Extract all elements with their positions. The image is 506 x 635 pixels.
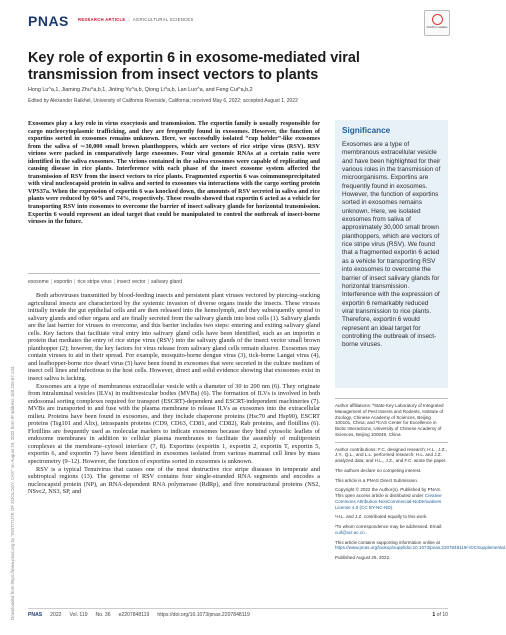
email-link[interactable]: cuif@ioz.ac.cn. xyxy=(335,529,366,535)
article-category-labels xyxy=(78,17,194,22)
article-type-label: RESEARCH ARTICLE xyxy=(78,17,126,22)
keywords-list xyxy=(28,279,320,285)
keyword-separator: | xyxy=(113,279,116,285)
license-link[interactable]: Creative Commons Attribution-NonCommercial-NoDerivatives License 4.0 (CC BY-NC-ND). xyxy=(335,493,442,510)
check-updates-text: Check for updates xyxy=(426,26,448,29)
notes-divider xyxy=(335,398,448,399)
published-date: Published August 29, 2022. xyxy=(335,555,391,560)
page-number xyxy=(432,612,448,618)
label-separator: | xyxy=(128,17,130,22)
keywords-divider xyxy=(28,273,320,274)
footer-volume: Vol. 119 xyxy=(69,612,88,618)
page-footer xyxy=(28,608,448,622)
footer-brand: PNAS xyxy=(28,612,43,618)
keyword: exosome xyxy=(28,279,49,285)
correspondence-text: ²To whom correspondence may be addressed. Email: xyxy=(335,524,443,529)
correspondence xyxy=(335,524,448,536)
keyword: exportin xyxy=(54,279,73,285)
keyword: rice stripe virus xyxy=(77,279,112,285)
check-for-updates-badge[interactable] xyxy=(424,10,450,36)
supporting-text: This article contains supporting information online at xyxy=(335,539,440,545)
article-notes xyxy=(335,398,506,565)
page-total: of 10 xyxy=(436,612,448,618)
supporting-info xyxy=(335,539,506,552)
body-paragraph: RSV is a typical Tenuivirus that causes one of the most destructive rice stripe diseases in temperate and subtropical regions (13). The genome of RSV contains four single-stranded RNA segments and encodes a nucleocapsid protein (NP), an RNA-dependent RNA polymerase (RdRp), and five nonstructural proteins (NS2, NSvc2, NS3, SP, and xyxy=(28,465,320,496)
abstract: Exosomes play a key role in virus exocytosis and transmission. The exportin family is usually responsible for cargo nucleocytoplasmic trafficking, and they are frequently found in exosomes. However, the function of exportins sorted in exosomes remains unknown. Here, we successfully isolated “cup holder”-like exosomes from the saliva of ∼30,000 small brown planthoppers, which are vectors of rice stripe virus (RSV). RSV virions were packed in comparatively large exosomes. Four viral genomic RNAs at a certain ratio were identified in the saliva exosomes. The virions contained in the saliva exosomes were capable of replicating and causing disease in rice plants. Interference with each phase of the insect exosome system affected the transmission of RSV from the insect vectors to rice plants. Fragmented exportin 6 was coimmunoprecipitated with viral nucleocapsid protein in saliva and sorted to exosomes via interactions with the cargo sorting protein VPS37a. When the expression of exportin 6 was knocked down, the amounts of RSV secreted in saliva and rice plants were reduced by 60% and 74%, respectively. These results showed that exportin 6 acted as a vehicle for transporting RSV into exosomes to overcome the barrier of insect salivary glands for horizontal transmission. Exportin 6 would represent an ideal target that could be manipulated to control the outbreak of insect-borne viruses in the future. xyxy=(28,120,320,226)
footer-article-id: e2207848119 xyxy=(118,612,150,618)
body-paragraph: Both arboviruses transmitted by blood-feeding insects and persistent plant viruses vectored by piercing–sucking agricultural insects are characterized by the systemic invasion of diverse organs inside the insects. These viruses initially invade the gut epithelial cells and are then released into the hemolymph, and they subsequently spread to salivary glands and other organs and are finally secreted from the salivary glands into host cells (1). Salivary glands are the last barrier for viruses to overcome, and this barrier includes two steps: entering and exiting salivary gland cells. Key factors that facilitate viral entry into salivary gland cells have been identified, such as an importin α protein that mediates the entry of rice stripe virus (RSV) into the salivary glands of the insect vector small brown planthopper (2); however, the key factors for virus release from salivary gland cells remain elusive. Exosomes may contain viruses to aid in their spread. For example, mosquito-borne dengue virus (3), tick-borne Langat virus (4), and leafhopper-borne rice dwarf virus (5) have been found in exosomes that were secreted in the culture medium of insect cell lines and infectious to the host cells. However, direct and solid evidence showing that exosomes exist in insect saliva is lacking. xyxy=(28,292,320,383)
supporting-link[interactable]: https://www.pnas.org/lookup/suppl/doi:10.1073/pnas.2207848119/-/DCSupplemental. xyxy=(335,545,506,551)
author-contributions: Author contributions: F.C. designed research; H.L., J.Z., J.Y., Q.L., and L.L. performed research; H.L. and J.Z. analyzed data; and H.L., J.Z., and F.C. wrote the paper. xyxy=(335,446,447,463)
keyword: insect vector xyxy=(117,279,146,285)
editor-and-dates: Edited by Alexander Raikhel, University of California Riverside, California; received May 6, 2022; accepted August 1, 2022 xyxy=(28,98,298,104)
keyword-separator: | xyxy=(74,279,76,285)
copyright-notice xyxy=(335,487,448,510)
author-list[interactable]: Hong Lu^a,1, Jiaming Zhu^a,b,1, Jinting Yu^a,b, Qiong Li^a,b, Lan Luo^a, and Feng Cui^a,b,2 xyxy=(28,87,253,93)
page-current: 1 xyxy=(432,612,436,618)
direct-submission: This article is a PNAS Direct Submission. xyxy=(335,477,419,483)
equal-contribution: ¹H.L. and J.Z. contributed equally to this work. xyxy=(335,514,428,520)
keyword-separator: | xyxy=(147,279,149,285)
article-title: Key role of exportin 6 in exosome-mediated viral transmission from insect vectors to plants xyxy=(28,50,360,83)
download-watermark: Downloaded from https://www.pnas.org by "INSTITUTE OF ZOOLOGY, CAS" on August 29, 2022 from IP address 159.226.67.143. xyxy=(10,365,15,620)
check-updates-icon xyxy=(432,14,443,25)
article-field-label[interactable]: AGRICULTURAL SCIENCES xyxy=(132,17,194,22)
body-paragraph: Exosomes are a type of membranous extracellular vesicle with a diameter of 30 to 200 nm (6). They originate from intraluminal vesicles (ILVs) in multivesicular bodies (MVBs) (6). The formation of ILVs is involved in both endosomal sorting complexes required for transport (ESCRT)-dependent and ESCRT-independent machineries (7). MVBs are transported to and fuse with the plasma membrane to release ILVs as exosomes into the extracellular milieu. Proteins have been found in exosomes, and they include chaperone proteins (Hsc70 and Hsp90), ESCRT proteins (Tsg101 and Alix), tetraspanin proteins (CD9, CD63, CD81, and CD82), Rab proteins, and flotillins (6). Flotillins are frequently used as molecular markers to indicate exosomes because they bind cytosolic leaflets of endosome membranes in addition to cellular plasma membranes to facilitate the assembly of multiprotein complexes at the membrane–cytosol interface (7, 8). Exportins (exportin 1, exportin 2, exportin T, exportin 5, exportin 6, and exportin 7) have been identified in exosomes isolated from various mammal cell lines by mass spectrometry (9–12). However, the function of exportins sorted in exosomes is unknown. xyxy=(28,382,320,466)
pnas-logo: PNAS xyxy=(28,13,69,29)
footer-issue: No. 36 xyxy=(95,612,111,618)
notes-divider xyxy=(335,442,448,443)
copyright-text: Copyright © 2022 the Author(s). Published by PNAS. This open access article is distributed under xyxy=(335,487,442,498)
keyword: salivary gland xyxy=(150,279,183,285)
footer-doi-link[interactable]: https://doi.org/10.1073/pnas.2207848119 xyxy=(157,612,250,618)
keyword-separator: | xyxy=(50,279,52,285)
footer-year: 2022 xyxy=(50,612,62,618)
significance-box xyxy=(335,120,448,388)
article-body xyxy=(28,292,320,496)
author-affiliations: Author affiliations: ªState Key Laboratory of Integrated Management of Pest Insects and Rodents, Institute of Zoology, Chinese Academy of Sciences, Beijing 100101, China; and ᵇCAS Center for Excellence in Biotic Interactions, University of Chinese Academy of Sciences, Beijing 100049, China xyxy=(335,403,444,437)
competing-interest: The authors declare no competing interest. xyxy=(335,467,422,473)
significance-text: Exosomes are a type of membranous extracellular vesicle and have been highlighted for their various roles in the transmission of microorganisms. Exportins are frequently found in exosomes. However, the function of exportins sorted in exosomes remains unknown. Here, we isolated exosomes from saliva of approximately 30,000 small brown planthoppers, which are vectors of rice stripe virus (RSV). We found that a fragmented exportin 6 acted as a vehicle for transporting RSV into exosomes to overcome the barrier of insect salivary glands for horizontal transmission. Interference with the expression of exportin 6 remarkably reduced viral transmission to rice plants. Therefore, exportin 6 would represent an ideal target for controlling the outbreak of insect-borne viruses. xyxy=(342,141,441,349)
significance-heading: Significance xyxy=(342,126,391,135)
